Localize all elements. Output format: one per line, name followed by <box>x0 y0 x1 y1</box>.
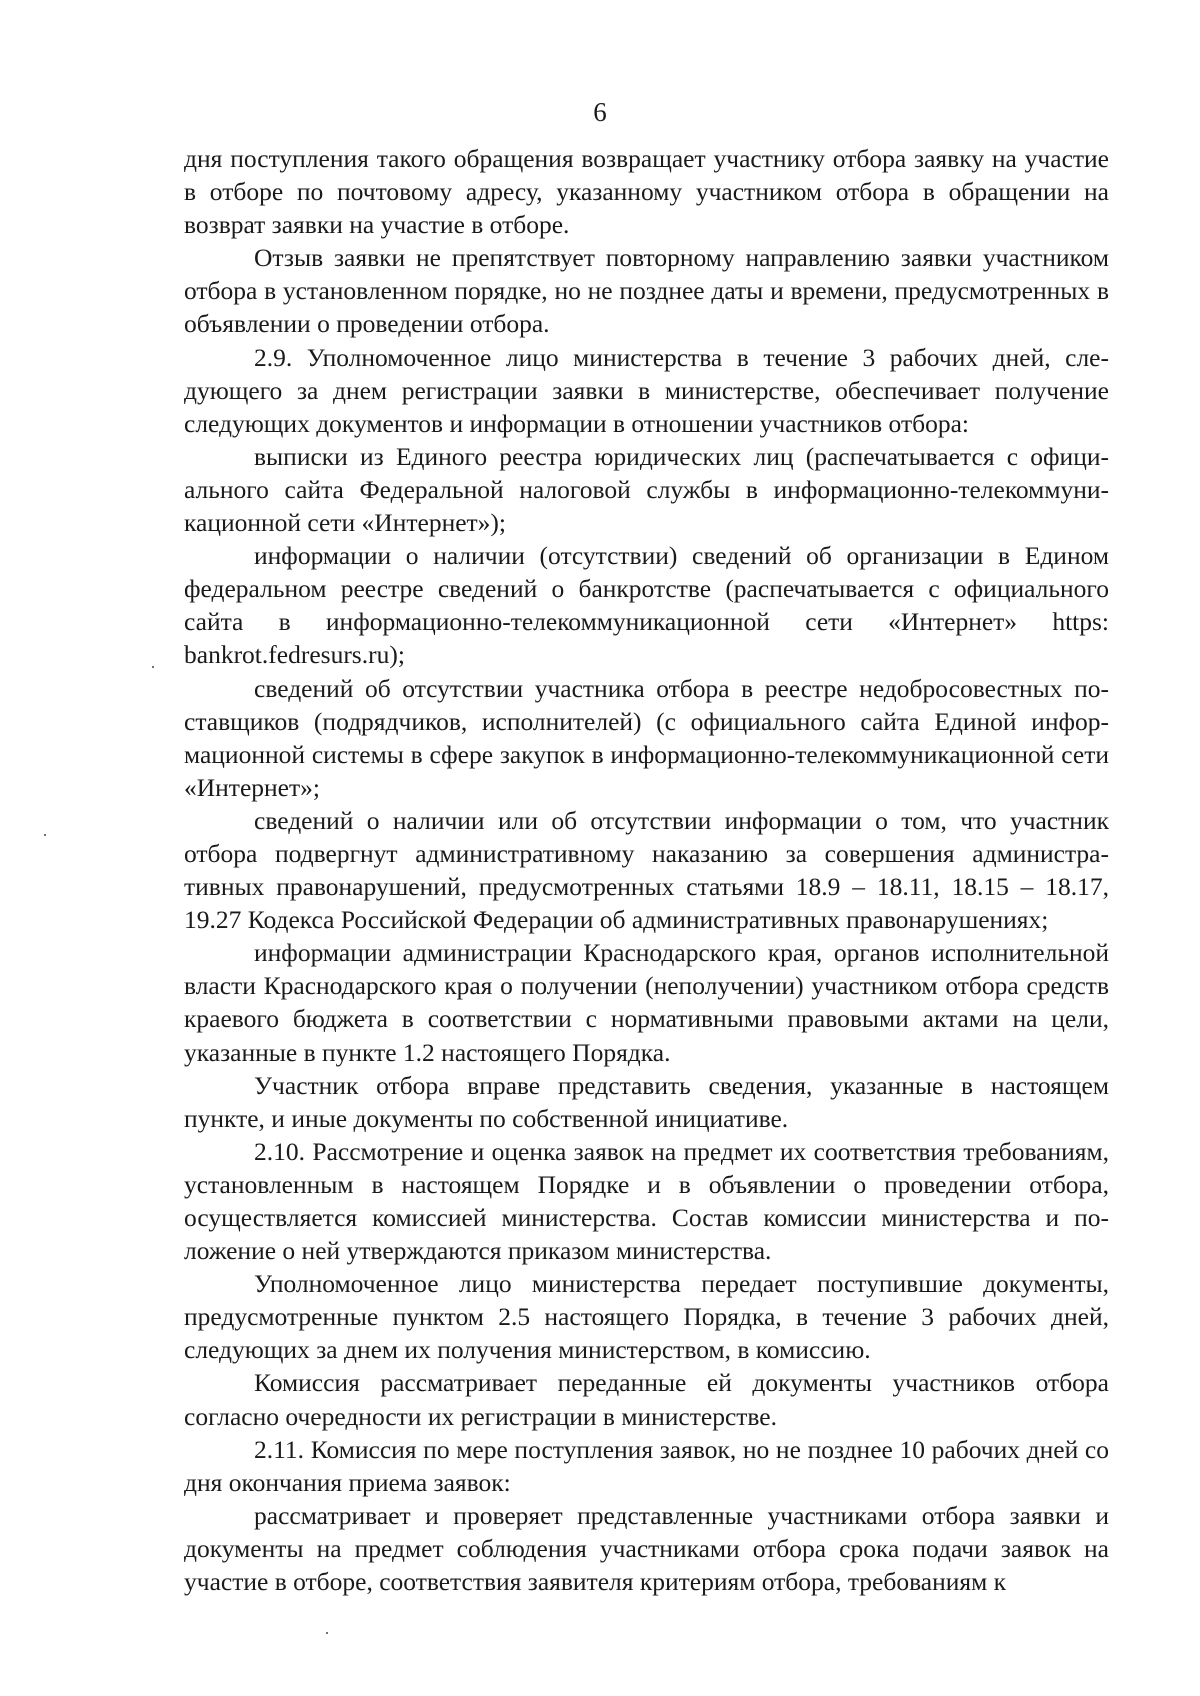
paragraph-clause-2-10: 2.10. Рассмотрение и оценка заявок на предмет их соответствия требованиям, установленным в настоящем Порядке и в объявлении о проведении отбора, осуществляется комиссией министерства. Состав комиссии министерства и положение о ней утверждаются приказом министерства. <box>184 1136 1109 1266</box>
paragraph-clause-2-11: 2.11. Комиссия по мере поступления заявок, но не позднее 10 рабочих дней со дня окончания приема заявок: <box>184 1434 1109 1497</box>
paragraph-commission-checks: рассматривает и проверяет представленные участниками отбора заявки и документы на предмет соблюдения участниками отбора срока подачи заявок на участие в отборе, соответствия заявителя критериям отбора, требованиям к <box>184 1500 1109 1597</box>
paragraph-commission-review: Комиссия рассматривает переданные ей документы участников отбора согласно очередности их регистрации в министерстве. <box>184 1368 1109 1431</box>
document-body <box>184 142 1109 1598</box>
scan-speck <box>326 1632 328 1634</box>
scan-speck <box>152 666 154 668</box>
page-number: 6 <box>593 97 607 127</box>
scan-speck <box>44 834 46 836</box>
list-item-unfair-suppliers: сведений об отсутствии участника отбора в реестре недобросовестных поставщиков (подрядчиков, исполнителей) (с официального сайта Единой информационной системы в сфере закупок в информационно-телекоммуникационной сети «Интернет»; <box>184 673 1109 802</box>
list-item-bankruptcy-info: информации о наличии (отсутствии) сведений об организации в Едином федеральном реестре сведений о банкротстве (распечатывается с официального сайта в информационно-телекоммуникационной сети «Интернет» https: bankrot.fedresurs.ru); <box>184 541 1109 670</box>
list-item-administrative-penalty: сведений о наличии или об отсутствии информации о том, что участник отбора подвергнут административному наказанию за совершения административных правонарушений, предусмотренных статьями 18.9 – 18.11, 18.15 – 18.17, 19.27 Кодекса Российской Федерации об административных правонарушениях; <box>184 805 1109 935</box>
paragraph-documents-transfer: Уполномоченное лицо министерства передает поступившие документы, предусмотренные пунктом 2.5 настоящего Порядка, в течение 3 рабочих дней, следующих за днем их получения министерством, в комиссию. <box>184 1269 1109 1365</box>
paragraph-clause-2-9: 2.9. Уполномоченное лицо министерства в течение 3 рабочих дней, следующего за днем регистрации заявки в министерстве, обеспечивает получение следующих документов и информации в отношении участников отбора: <box>184 342 1109 438</box>
paragraph-application-return: дня поступления такого обращения возвращает участнику отбора заявку на участие в отборе по почтовому адресу, указанному участником отбора в обращении на возврат заявки на участие в отборе. <box>184 144 1109 240</box>
paragraph-participant-right: Участник отбора вправе представить сведения, указанные в настоящем пункте, и иные документы по собственной инициативе. <box>184 1070 1109 1133</box>
list-item-regional-budget: информации администрации Краснодарского края, органов исполнительной власти Краснодарского края о получении (неполучении) участником отбора средств краевого бюджета в соответствии с нормативными правовыми актами на цели, указанные в пункте 1.2 настоящего Порядка. <box>184 938 1109 1067</box>
list-item-legal-entities-extract: выписки из Единого реестра юридических лиц (распечатывается с официального сайта Федеральной налоговой службы в информационно-телекоммуникационной сети «Интернет»); <box>184 441 1109 538</box>
paragraph-withdrawal: Отзыв заявки не препятствует повторному направлению заявки участником отбора в установленном порядке, но не позднее даты и времени, предусмотренных в объявлении о проведении отбора. <box>184 243 1109 339</box>
